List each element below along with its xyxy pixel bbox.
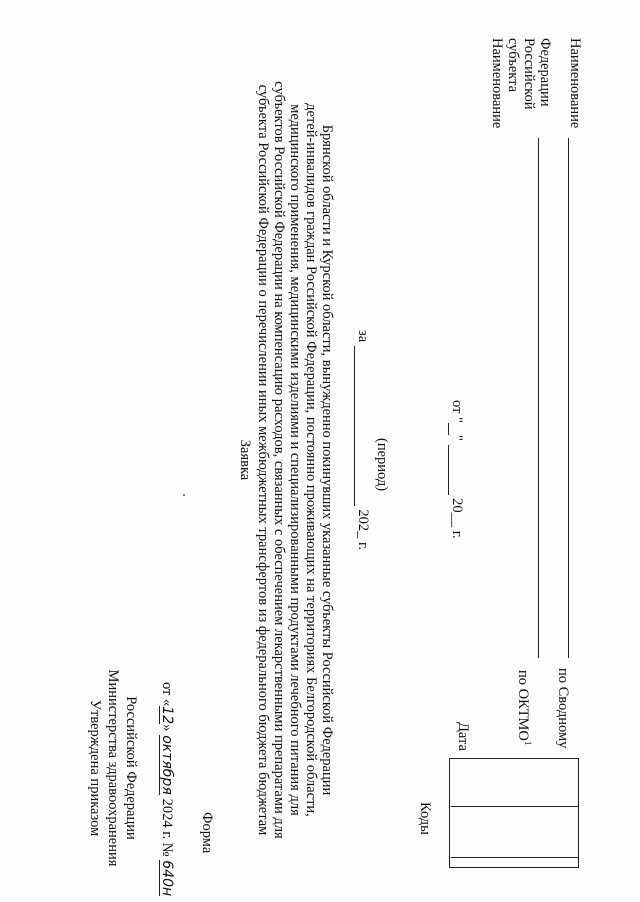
codes-box	[449, 758, 579, 868]
period-year: 202_ г.	[355, 509, 371, 550]
approval-date-prefix: от «	[159, 682, 175, 707]
report-date-year: 20__ г.	[449, 498, 465, 539]
oktmo-label	[516, 670, 532, 745]
report-date-line	[449, 400, 465, 539]
approval-date-mid: »	[159, 724, 175, 732]
approval-line-3: Российской Федерации	[123, 696, 139, 840]
codes-box-divider-2	[451, 857, 579, 858]
report-day-blank	[449, 423, 465, 435]
name-label: Наименование	[567, 38, 583, 129]
report-month-blank	[449, 445, 465, 495]
subject-name-label-2: субъекта	[505, 38, 521, 93]
approval-number: 640н	[159, 860, 175, 897]
document-title: Заявка	[237, 439, 253, 481]
svodny-label: по Сводному	[555, 668, 571, 749]
body-line-3: медицинского применения, медицинскими изделиями и специализированными продуктами лечебного питания для	[287, 104, 303, 816]
name-underline	[568, 138, 569, 658]
period-prefix: за	[355, 330, 371, 343]
date-label: Дата	[455, 722, 471, 751]
oktmo-footnote: 1	[523, 740, 533, 746]
approval-date-line	[159, 682, 174, 896]
report-date-prefix: от "	[449, 400, 465, 423]
subject-name-label-3: Российской	[521, 38, 537, 110]
subject-name-label-1: Наименование	[489, 38, 505, 129]
body-line-5: Брянской области и Курской области, вынужденно покинувших указанные субъекты Российской Федерации	[319, 124, 335, 796]
period-line	[355, 330, 371, 550]
body-line-4: детей-инвалидов граждан Российской Федерации, постоянно проживающих на территориях Белгородской области,	[303, 103, 319, 817]
approval-line-1: Утверждена приказом	[87, 699, 103, 837]
body-line-2: субъектов Российской Федерации на компенсацию расходов, связанных с обеспечением лекарственными препаратами для	[271, 81, 287, 839]
period-caption: (период)	[374, 438, 390, 492]
body-line-1: субъекта Российской Федерации о перечислении иных межбюджетных трансфертов из федерального бюджета бюджетам	[255, 84, 271, 836]
oktmo-text: по ОКТМО	[515, 670, 532, 741]
approval-year-text: 2024 г. №	[159, 798, 175, 857]
report-date-quote: "	[449, 434, 465, 441]
approval-line-2: Министерства здравоохранения	[105, 669, 121, 867]
codes-box-divider-1	[451, 806, 579, 807]
scan-speck	[183, 494, 185, 496]
subject-name-underline	[538, 138, 539, 658]
subject-name-label-4: Федерации	[537, 38, 553, 107]
period-blank	[355, 346, 371, 506]
approval-day: 12	[159, 706, 175, 725]
form-label: Форма	[199, 812, 215, 854]
codes-label: Коды	[417, 802, 433, 835]
approval-month: октября	[159, 735, 175, 795]
